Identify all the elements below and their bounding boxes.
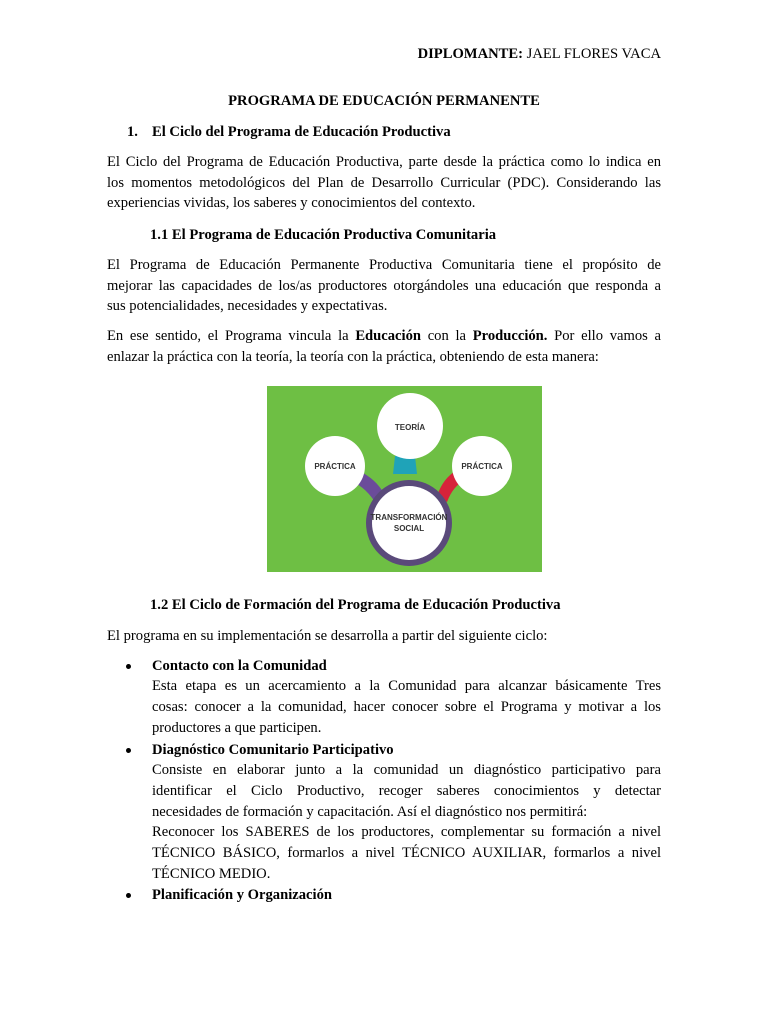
list-item-line: Esta etapa es un acercamiento a la Comunidad para alcanzar básicamente Tres: [152, 678, 661, 694]
list-item-title: Contacto con la Comunidad: [152, 658, 327, 674]
section-1-1-heading: 1.1 El Programa de Educación Productiva Comunitaria: [150, 227, 497, 243]
section-1-1-paragraph-2: [107, 326, 661, 367]
bullet-dot: [126, 748, 131, 753]
paragraph-line: enlazar la práctica con la teoría, la teoría con la práctica, obteniendo de esta manera:: [107, 348, 599, 365]
list-item-line: TÉCNICO MEDIO.: [152, 865, 271, 882]
list-item-line: Consiste en elaborar junto a la comunidad un diagnóstico participativo para: [152, 762, 661, 778]
header-line: [418, 44, 661, 64]
section-1-1-paragraph-1: [107, 255, 661, 317]
text-run: con la: [421, 328, 473, 344]
section-1-heading: [127, 122, 451, 142]
paragraph-line: los momentos metodológicos del Plan de Desarrollo Curricular (PDC). Considerando las: [107, 174, 661, 191]
list-item-line: productores a que participen.: [152, 719, 322, 736]
label-teoria: TEORÍA: [394, 423, 426, 432]
header-label: DIPLOMANTE:: [417, 46, 523, 62]
section-1-paragraph: [107, 152, 661, 214]
paragraph-line: sus potencialidades, necesidades y expectativas.: [107, 298, 388, 314]
bold-produccion: Producción.: [472, 328, 548, 344]
list-item: [152, 740, 661, 885]
text-run: Por ello vamos a: [547, 328, 661, 344]
list-item-title: Diagnóstico Comunitario Participativo: [152, 742, 394, 758]
circle-transformacion: [372, 486, 446, 560]
section-1-number: 1.: [127, 124, 138, 140]
paragraph-line: El programa en su implementación se desarrolla a partir del siguiente ciclo:: [107, 628, 548, 644]
paragraph-line: El Ciclo del Programa de Educación Productiva, parte desde la práctica como lo indica en: [107, 154, 661, 170]
cycle-diagram-image: [267, 386, 542, 572]
list-item-line: necesidades de formación y capacitación. Así el diagnóstico nos permitirá:: [152, 803, 588, 820]
section-1-2-heading: 1.2 El Ciclo de Formación del Programa de Educación Productiva: [150, 597, 561, 613]
paragraph-line: [107, 326, 661, 347]
paragraph-line: mejorar las capacidades de los/as productores otorgándoles una educación que responda a: [107, 277, 661, 294]
list-item-line: cosas: conocer a la comunidad, hacer conocer sobre el Programa y motivar a los: [152, 698, 661, 715]
section-1-title: El Ciclo del Programa de Educación Productiva: [152, 124, 451, 140]
label-social: SOCIAL: [393, 524, 425, 533]
list-item-line: Reconocer los SABERES de los productores, complementar su formación a nivel: [152, 824, 661, 841]
paragraph-line: experiencias vividas, los saberes y conocimientos del contexto.: [107, 195, 476, 211]
cycle-diagram: [267, 386, 542, 572]
paragraph-line: El Programa de Educación Permanente Productiva Comunitaria tiene el propósito de: [107, 257, 661, 273]
header-name: JAEL FLORES VACA: [526, 46, 661, 62]
list-item: [152, 656, 661, 738]
list-item-line: TÉCNICO BÁSICO, formarlos a nivel TÉCNICO AUXILIAR, formarlos a nivel: [152, 845, 661, 862]
document-title: PROGRAMA DE EDUCACIÓN PERMANENTE: [228, 93, 540, 109]
bullet-dot: [126, 893, 131, 898]
list-item-line: identificar el Ciclo Productivo, recoger saberes conocimientos y detectar: [152, 782, 661, 799]
bullet-dot: [126, 664, 131, 669]
section-1-2-intro: [107, 626, 661, 647]
label-practica-right: PRÁCTICA: [461, 462, 503, 471]
list-item: [152, 885, 661, 905]
bold-educacion: Educación: [355, 328, 421, 344]
text-run: En ese sentido, el Programa vincula la: [107, 328, 356, 344]
label-practica-left: PRÁCTICA: [314, 462, 356, 471]
label-transformacion: TRANSFORMACIÓN: [370, 513, 448, 522]
list-item-title: Planificación y Organización: [152, 887, 332, 903]
